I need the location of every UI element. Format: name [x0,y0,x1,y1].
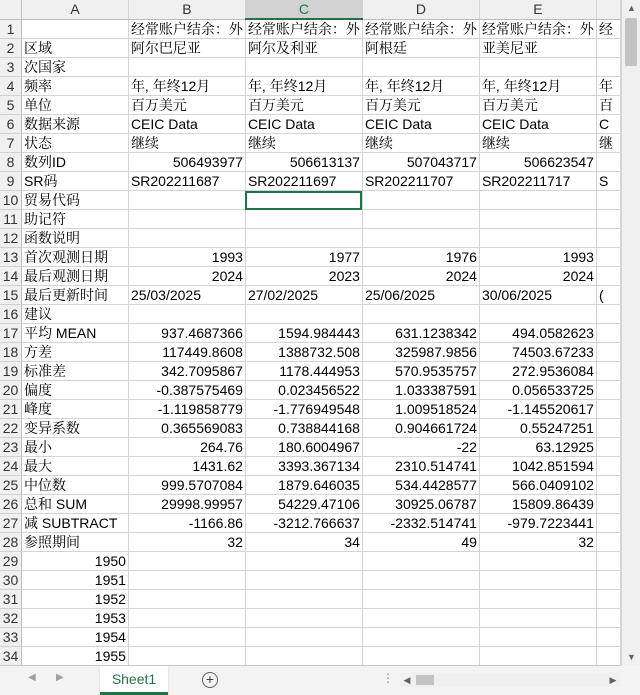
row-header[interactable]: 8 [0,153,22,172]
cell-d28[interactable]: 49 [362,533,479,552]
cell-c14[interactable]: 2023 [245,267,362,286]
cell-e24[interactable]: 1042.851594 [479,457,596,476]
column-header-b[interactable]: B [128,0,245,19]
cell-f19[interactable] [596,362,620,381]
cell-a26[interactable]: 总和 SUM [22,495,129,514]
cell-a24[interactable]: 最大 [22,457,129,476]
cell-b34[interactable] [128,647,245,666]
cell-e23[interactable]: 63.12925 [479,438,596,457]
cell-d11[interactable] [362,210,479,229]
row-header[interactable]: 32 [0,609,22,628]
cell-c31[interactable] [245,590,362,609]
cell-c5[interactable]: 百万美元 [245,96,362,115]
cell-e32[interactable] [479,609,596,628]
cell-c7[interactable]: 继续 [245,134,362,153]
row-header[interactable]: 28 [0,533,22,552]
table-row [0,39,621,58]
row-header[interactable]: 24 [0,457,22,476]
cell-f9[interactable]: S [596,172,620,191]
cell-d13[interactable]: 1976 [362,248,479,267]
cell-e4[interactable]: 年, 年终12月 [479,77,596,96]
table-row [0,343,621,362]
cell-c1[interactable]: 经常账户结余：外 [245,19,362,39]
cell-c28[interactable]: 34 [245,533,362,552]
cell-a29[interactable]: 1950 [22,552,129,571]
cell-e30[interactable] [479,571,596,590]
cell-f28[interactable] [596,533,620,552]
cell-e1[interactable]: 经常账户结余：外 [479,19,596,39]
scroll-left-arrow-icon[interactable]: ◀ [403,675,411,685]
table-row [0,514,621,533]
cell-d10[interactable] [362,191,479,210]
cell-d8[interactable]: 507043717 [362,153,479,172]
cell-c18[interactable]: 1388732.508 [245,343,362,362]
cell-c25[interactable]: 1879.646035 [245,476,362,495]
cell-c11[interactable] [245,210,362,229]
cell-d7[interactable]: 继续 [362,134,479,153]
row-header[interactable]: 7 [0,134,22,153]
cell-c23[interactable]: 180.6004967 [245,438,362,457]
horizontal-scroll-thumb[interactable] [416,675,434,685]
cell-c24[interactable]: 3393.367134 [245,457,362,476]
table-row [0,495,621,514]
cell-b9[interactable]: SR202211687 [128,172,245,191]
cell-d23[interactable]: -22 [362,438,479,457]
cell-e29[interactable] [479,552,596,571]
cell-b16[interactable] [128,305,245,324]
cell-d32[interactable] [362,609,479,628]
cell-e17[interactable]: 494.0582623 [479,324,596,343]
cell-c4[interactable]: 年, 年终12月 [245,77,362,96]
table-row [0,96,621,115]
column-header-d[interactable]: D [362,0,479,19]
cell-e11[interactable] [479,210,596,229]
table-row [0,305,621,324]
sheet-tab-bar [0,665,640,695]
cell-a31[interactable]: 1952 [22,590,129,609]
cell-e27[interactable]: -979.7223441 [479,514,596,533]
cell-e33[interactable] [479,628,596,647]
cell-a16[interactable]: 建议 [22,305,129,324]
cell-b20[interactable]: -0.387575469 [128,381,245,400]
table-row [0,647,621,666]
row-header[interactable]: 15 [0,286,22,305]
cell-e7[interactable]: 继续 [479,134,596,153]
table-row [0,286,621,305]
column-header-a[interactable]: A [22,0,129,19]
cell-a7[interactable]: 状态 [22,134,129,153]
horizontal-scrollbar[interactable] [400,673,620,687]
cell-b21[interactable]: -1.119858779 [128,400,245,419]
row-header[interactable]: 2 [0,39,22,58]
table-row [0,628,621,647]
cell-a1[interactable] [22,19,129,39]
table-row [0,400,621,419]
cell-f4[interactable]: 年 [596,77,620,96]
cell-a33[interactable]: 1954 [22,628,129,647]
cell-e8[interactable]: 506623547 [479,153,596,172]
table-row [0,571,621,590]
cell-b14[interactable]: 2024 [128,267,245,286]
add-sheet-icon[interactable]: + [202,672,218,688]
cell-f18[interactable] [596,343,620,362]
cell-d33[interactable] [362,628,479,647]
table-row [0,19,621,39]
cell-f3[interactable] [596,58,620,77]
cell-b4[interactable]: 年, 年终12月 [128,77,245,96]
cell-c10[interactable] [245,191,362,210]
cell-f23[interactable] [596,438,620,457]
cell-a34[interactable]: 1955 [22,647,129,666]
cell-c16[interactable] [245,305,362,324]
cell-d9[interactable]: SR202211707 [362,172,479,191]
cell-f5[interactable]: 百 [596,96,620,115]
cell-c13[interactable]: 1977 [245,248,362,267]
cell-b11[interactable] [128,210,245,229]
row-header[interactable]: 29 [0,552,22,571]
table-row [0,229,621,248]
table-row [0,324,621,343]
cell-f27[interactable] [596,514,620,533]
cell-b28[interactable]: 32 [128,533,245,552]
cell-c2[interactable]: 阿尔及利亚 [245,39,362,58]
table-row [0,210,621,229]
cell-a17[interactable]: 平均 MEAN [22,324,129,343]
cell-b27[interactable]: -1166.86 [128,514,245,533]
cell-c27[interactable]: -3212.766637 [245,514,362,533]
cell-e9[interactable]: SR202211717 [479,172,596,191]
cell-e13[interactable]: 1993 [479,248,596,267]
cell-c8[interactable]: 506613137 [245,153,362,172]
cell-f29[interactable] [596,552,620,571]
cell-f30[interactable] [596,571,620,590]
cell-f24[interactable] [596,457,620,476]
table-row [0,267,621,286]
cell-b8[interactable]: 506493977 [128,153,245,172]
row-header[interactable]: 19 [0,362,22,381]
cell-a9[interactable]: SR码 [22,172,129,191]
cell-c22[interactable]: 0.738844168 [245,419,362,438]
cell-b18[interactable]: 117449.8608 [128,343,245,362]
cell-d24[interactable]: 2310.514741 [362,457,479,476]
cell-a15[interactable]: 最后更新时间 [22,286,129,305]
table-row [0,438,621,457]
cell-f15[interactable]: ( [596,286,620,305]
cell-e34[interactable] [479,647,596,666]
cell-e28[interactable]: 32 [479,533,596,552]
cell-f10[interactable] [596,191,620,210]
cell-d26[interactable]: 30925.06787 [362,495,479,514]
table-row [0,419,621,438]
cell-b33[interactable] [128,628,245,647]
cell-b5[interactable]: 百万美元 [128,96,245,115]
row-header[interactable]: 6 [0,115,22,134]
table-row [0,153,621,172]
cell-b7[interactable]: 继续 [128,134,245,153]
row-header[interactable]: 18 [0,343,22,362]
cell-a2[interactable]: 区域 [22,39,129,58]
table-row [0,533,621,552]
cell-d30[interactable] [362,571,479,590]
row-header[interactable]: 4 [0,77,22,96]
cell-e14[interactable]: 2024 [479,267,596,286]
cell-f20[interactable] [596,381,620,400]
cell-c15[interactable]: 27/02/2025 [245,286,362,305]
table-row [0,134,621,153]
cell-b26[interactable]: 29998.99957 [128,495,245,514]
column-header-row [0,0,621,19]
column-header-c[interactable]: C [245,0,362,19]
cell-b1[interactable]: 经常账户结余：外 [128,19,245,39]
cell-f11[interactable] [596,210,620,229]
row-header[interactable]: 33 [0,628,22,647]
table-row [0,115,621,134]
cell-c6[interactable]: CEIC Data [245,115,362,134]
cell-a30[interactable]: 1951 [22,571,129,590]
cell-d21[interactable]: 1.009518524 [362,400,479,419]
cell-d12[interactable] [362,229,479,248]
cell-c19[interactable]: 1178.444953 [245,362,362,381]
cell-a25[interactable]: 中位数 [22,476,129,495]
cell-e12[interactable] [479,229,596,248]
cell-b25[interactable]: 999.5707084 [128,476,245,495]
vertical-scroll-thumb[interactable] [625,18,637,66]
cell-a11[interactable]: 助记符 [22,210,129,229]
cell-c33[interactable] [245,628,362,647]
cell-b12[interactable] [128,229,245,248]
cell-d27[interactable]: -2332.514741 [362,514,479,533]
cell-e21[interactable]: -1.145520617 [479,400,596,419]
cell-a23[interactable]: 最小 [22,438,129,457]
cell-f17[interactable] [596,324,620,343]
cell-b6[interactable]: CEIC Data [128,115,245,134]
cell-d4[interactable]: 年, 年终12月 [362,77,479,96]
cell-c32[interactable] [245,609,362,628]
cell-a32[interactable]: 1953 [22,609,129,628]
cell-d1[interactable]: 经常账户结余：外 [362,19,479,39]
cell-d17[interactable]: 631.1238342 [362,324,479,343]
cell-c17[interactable]: 1594.984443 [245,324,362,343]
cell-e16[interactable] [479,305,596,324]
table-row [0,590,621,609]
cell-f12[interactable] [596,229,620,248]
cell-a14[interactable]: 最后观测日期 [22,267,129,286]
cell-a3[interactable]: 次国家 [22,58,129,77]
cell-b2[interactable]: 阿尔巴尼亚 [128,39,245,58]
cell-c20[interactable]: 0.023456522 [245,381,362,400]
column-header-f[interactable] [596,0,620,19]
scroll-right-arrow-icon[interactable]: ▶ [609,675,617,685]
row-header[interactable]: 14 [0,267,22,286]
select-all-corner[interactable] [0,0,22,19]
table-row [0,457,621,476]
vertical-scrollbar[interactable] [621,0,640,665]
prev-sheet-icon[interactable]: ◀ [28,672,36,683]
cell-d18[interactable]: 325987.9856 [362,343,479,362]
cell-f34[interactable] [596,647,620,666]
cell-b29[interactable] [128,552,245,571]
cell-b17[interactable]: 937.4687366 [128,324,245,343]
cell-f31[interactable] [596,590,620,609]
cell-e5[interactable]: 百万美元 [479,96,596,115]
cell-f21[interactable] [596,400,620,419]
cell-a8[interactable]: 数列ID [22,153,129,172]
cell-f16[interactable] [596,305,620,324]
cell-c34[interactable] [245,647,362,666]
cell-b31[interactable] [128,590,245,609]
cell-a10[interactable]: 贸易代码 [22,191,129,210]
cell-c21[interactable]: -1.776949548 [245,400,362,419]
cell-d31[interactable] [362,590,479,609]
row-header[interactable]: 23 [0,438,22,457]
cell-e20[interactable]: 0.056533725 [479,381,596,400]
cell-d34[interactable] [362,647,479,666]
table-row [0,191,621,210]
cell-f8[interactable] [596,153,620,172]
cell-a19[interactable]: 标准差 [22,362,129,381]
cell-e3[interactable] [479,58,596,77]
table-row [0,77,621,96]
table-row [0,609,621,628]
cell-f22[interactable] [596,419,620,438]
row-header[interactable]: 25 [0,476,22,495]
row-header[interactable]: 17 [0,324,22,343]
cell-e6[interactable]: CEIC Data [479,115,596,134]
row-header[interactable]: 20 [0,381,22,400]
cell-f26[interactable] [596,495,620,514]
cell-a28[interactable]: 参照期间 [22,533,129,552]
cell-a4[interactable]: 频率 [22,77,129,96]
row-header[interactable]: 10 [0,191,22,210]
row-header[interactable]: 5 [0,96,22,115]
cell-b23[interactable]: 264.76 [128,438,245,457]
cell-c29[interactable] [245,552,362,571]
row-header[interactable]: 3 [0,58,22,77]
cell-e26[interactable]: 15809.86439 [479,495,596,514]
cell-e2[interactable]: 亚美尼亚 [479,39,596,58]
cell-a5[interactable]: 单位 [22,96,129,115]
table-row [0,248,621,267]
scroll-up-arrow-icon[interactable]: ▲ [627,3,636,13]
row-header[interactable]: 11 [0,210,22,229]
cell-f2[interactable] [596,39,620,58]
scrollbar-corner [621,665,640,694]
row-header[interactable]: 1 [0,19,22,39]
cell-f7[interactable]: 继 [596,134,620,153]
cell-e31[interactable] [479,590,596,609]
cell-f6[interactable]: C [596,115,620,134]
cell-d15[interactable]: 25/06/2025 [362,286,479,305]
more-options-icon[interactable]: ⋮ [382,671,394,685]
row-header[interactable]: 27 [0,514,22,533]
cell-d22[interactable]: 0.904661724 [362,419,479,438]
cell-a18[interactable]: 方差 [22,343,129,362]
row-header[interactable]: 9 [0,172,22,191]
row-header[interactable]: 22 [0,419,22,438]
table-row [0,362,621,381]
cell-b30[interactable] [128,571,245,590]
cell-a22[interactable]: 变异系数 [22,419,129,438]
cell-f1[interactable]: 经 [596,19,620,39]
cell-d25[interactable]: 534.4428577 [362,476,479,495]
table-row [0,552,621,571]
cell-b3[interactable] [128,58,245,77]
cell-f14[interactable] [596,267,620,286]
table-row [0,58,621,77]
row-header[interactable]: 26 [0,495,22,514]
cell-e18[interactable]: 74503.67233 [479,343,596,362]
cell-b15[interactable]: 25/03/2025 [128,286,245,305]
cell-e10[interactable] [479,191,596,210]
cell-b24[interactable]: 1431.62 [128,457,245,476]
cell-b19[interactable]: 342.7095867 [128,362,245,381]
next-sheet-icon[interactable]: ▶ [56,672,64,683]
cell-d16[interactable] [362,305,479,324]
row-header[interactable]: 12 [0,229,22,248]
cell-e15[interactable]: 30/06/2025 [479,286,596,305]
row-header[interactable]: 21 [0,400,22,419]
cell-e22[interactable]: 0.55247251 [479,419,596,438]
column-header-e[interactable]: E [479,0,596,19]
table-row [0,381,621,400]
cell-a6[interactable]: 数据来源 [22,115,129,134]
cell-f13[interactable] [596,248,620,267]
row-header[interactable]: 31 [0,590,22,609]
cell-c30[interactable] [245,571,362,590]
cell-c26[interactable]: 54229.47106 [245,495,362,514]
cell-d20[interactable]: 1.033387591 [362,381,479,400]
cell-c12[interactable] [245,229,362,248]
cell-f33[interactable] [596,628,620,647]
cell-f25[interactable] [596,476,620,495]
cell-a27[interactable]: 减 SUBTRACT [22,514,129,533]
cell-d6[interactable]: CEIC Data [362,115,479,134]
cell-b13[interactable]: 1993 [128,248,245,267]
cell-f32[interactable] [596,609,620,628]
row-header[interactable]: 34 [0,647,22,666]
table-row [0,172,621,191]
row-header[interactable]: 13 [0,248,22,267]
row-header[interactable]: 30 [0,571,22,590]
cell-b10[interactable] [128,191,245,210]
cell-d5[interactable]: 百万美元 [362,96,479,115]
cell-b22[interactable]: 0.365569083 [128,419,245,438]
cell-d2[interactable]: 阿根廷 [362,39,479,58]
table-row [0,476,621,495]
cell-e19[interactable]: 272.9536084 [479,362,596,381]
cell-d3[interactable] [362,58,479,77]
cell-a13[interactable]: 首次观测日期 [22,248,129,267]
cell-d19[interactable]: 570.9535757 [362,362,479,381]
cell-c3[interactable] [245,58,362,77]
sheet-tab[interactable]: Sheet1 [100,666,168,695]
cell-d29[interactable] [362,552,479,571]
cell-d14[interactable]: 2024 [362,267,479,286]
cell-c9[interactable]: SR202211697 [245,172,362,191]
cell-a21[interactable]: 峰度 [22,400,129,419]
scroll-down-arrow-icon[interactable]: ▼ [627,652,636,662]
cell-e25[interactable]: 566.0409102 [479,476,596,495]
cell-a12[interactable]: 函数说明 [22,229,129,248]
cell-b32[interactable] [128,609,245,628]
cell-a20[interactable]: 偏度 [22,381,129,400]
row-header[interactable]: 16 [0,305,22,324]
